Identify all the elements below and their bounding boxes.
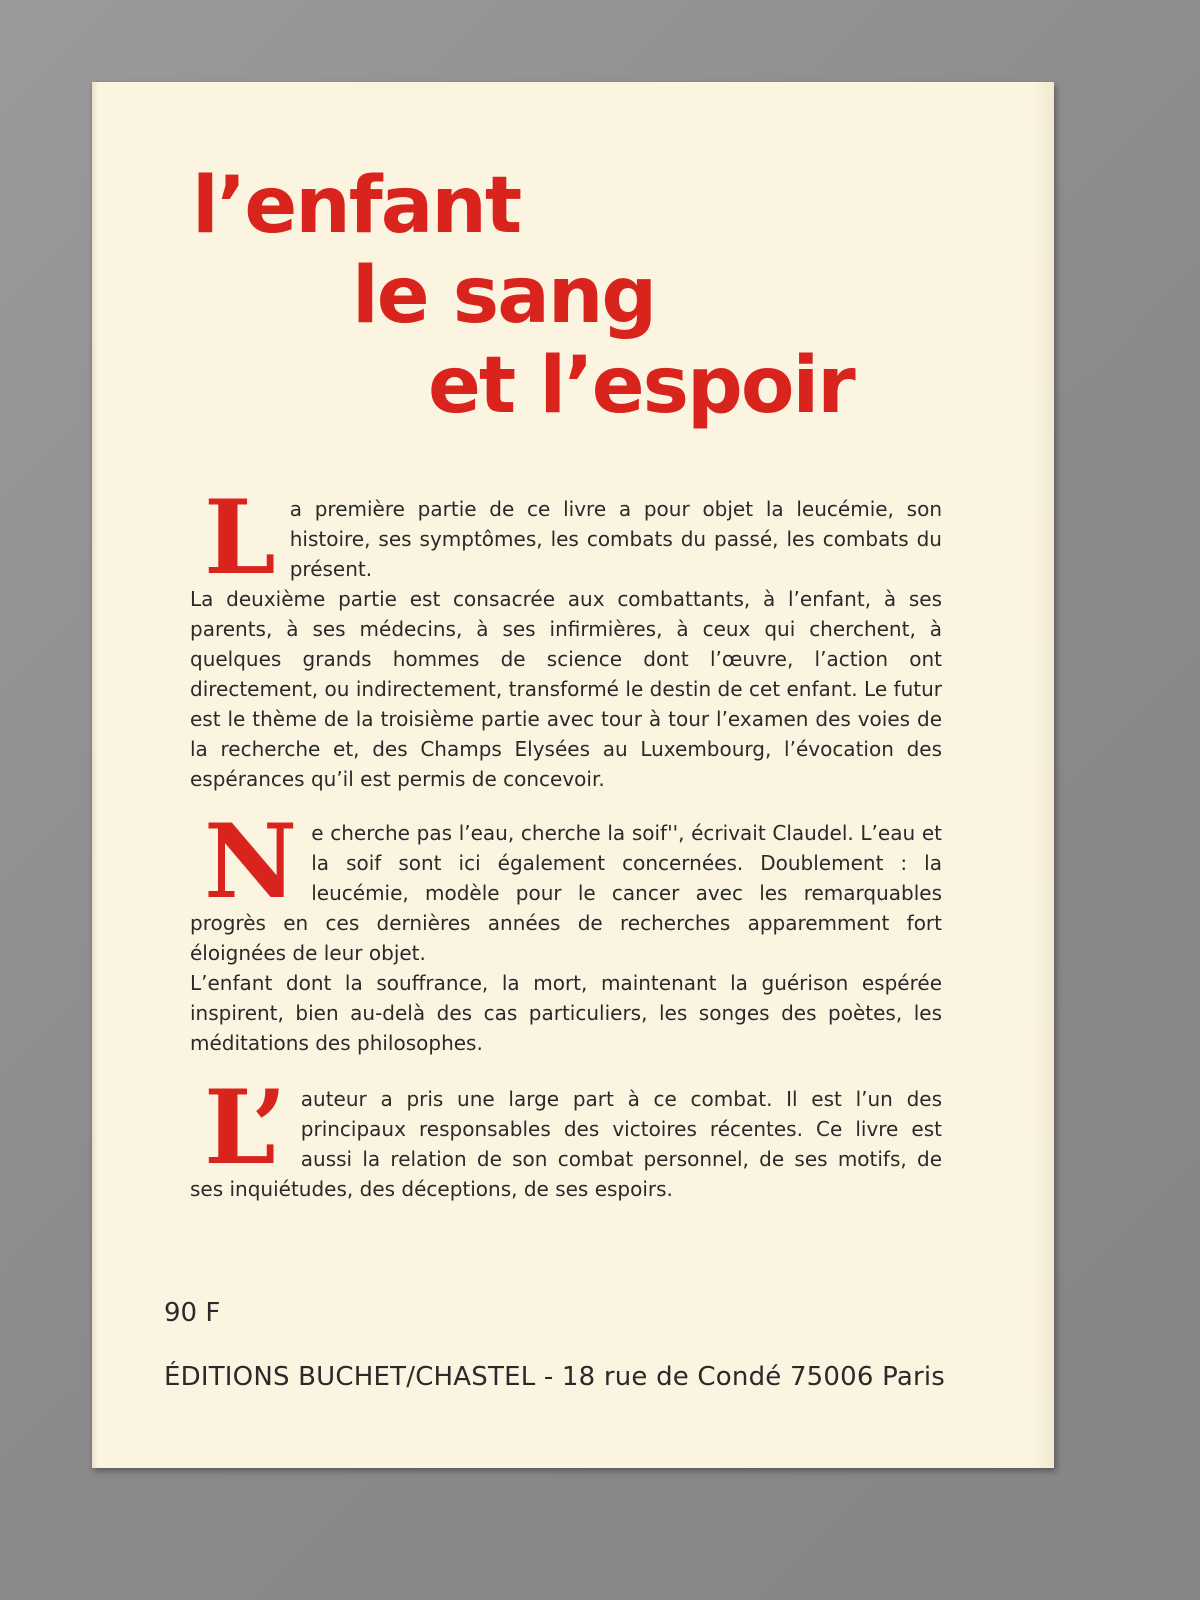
title-line-2: le sang — [352, 251, 656, 341]
cover-right-edge — [1030, 82, 1054, 1468]
blurb-2-paragraph-2: L’enfant dont la souffrance, la mort, maintenant la guérison espérée inspirent, bien au-delà des cas particuliers, les songes des poètes, les méditations des philosophes. — [190, 971, 942, 1055]
blurb-section-3 — [190, 1068, 942, 1204]
publisher-line: ÉDITIONS BUCHET/CHASTEL - 18 rue de Condé 75006 Paris — [164, 1362, 946, 1392]
drop-cap-n: N — [204, 802, 298, 922]
blurb-3-paragraph-1: auteur a pris une large part à ce combat. Il est l’un des principaux responsables des victoires récentes. Ce livre est aussi la relation de son combat personnel, de ses motifs, de ses inquiétudes, des déceptions, de ses espoirs. — [190, 1087, 942, 1201]
blurb-1-paragraph-1: a première partie de ce livre a pour objet la leucémie, son histoire, ses symptômes, les combats du passé, les combats du présent. — [289, 497, 942, 581]
blurb-section-1 — [190, 478, 942, 794]
blurb-section-2 — [190, 802, 942, 1058]
blurb-1-paragraph-2: La deuxième partie est consacrée aux combattants, à l’enfant, à ses parents, à ses médecins, à ses infirmières, à ceux qui cherchent, à quelques grands hommes de science dont l’œuvre, l’action ont directement, ou indirectement, transformé le destin de cet enfant. Le futur est le thème de la troisième partie avec tour à tour l’examen des voies de la recherche et, des Champs Elysées au Luxembourg, l’évocation des espérances qu’il est permis de concevoir. — [190, 587, 942, 791]
cover-spine-edge — [92, 82, 98, 1468]
title-line-3: et l’espoir — [428, 341, 854, 431]
drop-cap-l: L — [204, 478, 276, 598]
price-tag: 90 F — [164, 1298, 221, 1328]
blurb-2-paragraph-1: e cherche pas l’eau, cherche la soif'', écrivait Claudel. L’eau et la soif sont ici également concernées. Doublement : la leucémie, modèle pour le cancer avec les remarquables progrès en ces dernières années de recherches apparemment fort éloignées de leur objet. — [190, 821, 942, 965]
drop-cap-l-apostrophe: L’ — [204, 1068, 287, 1188]
book-back-cover — [92, 82, 1054, 1468]
title-line-1: l’enfant — [192, 161, 521, 251]
